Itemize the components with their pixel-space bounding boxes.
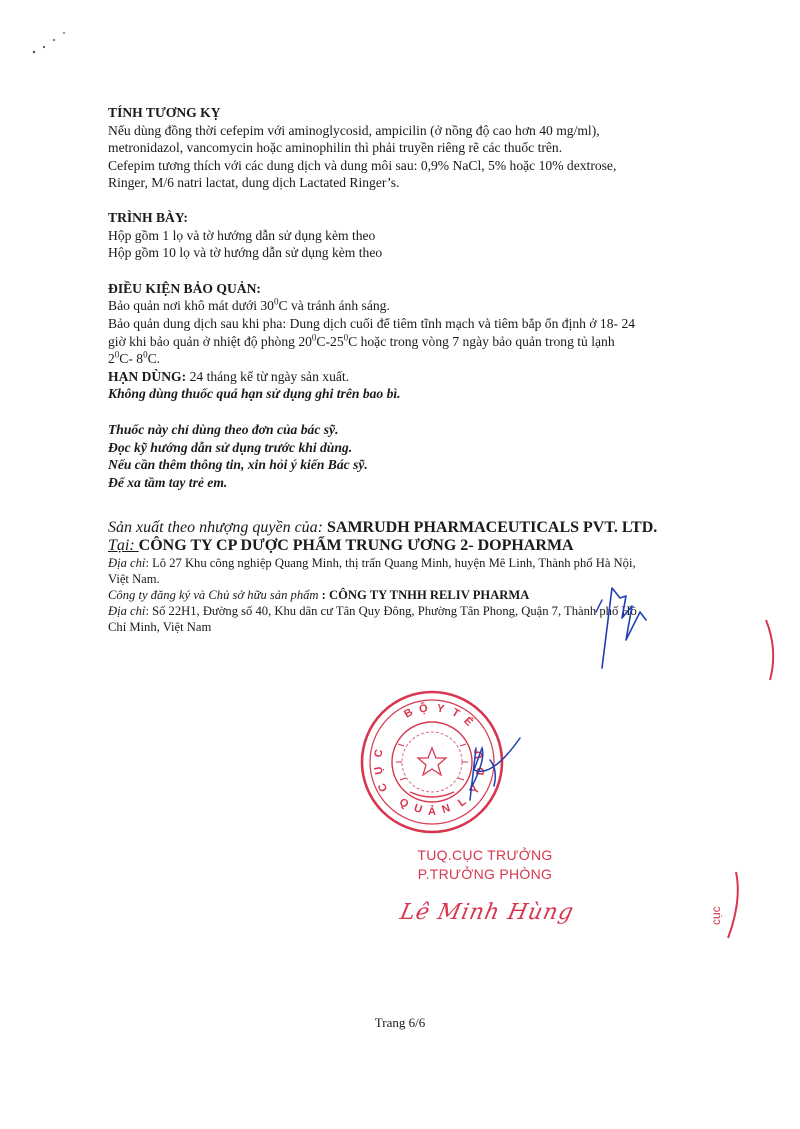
svg-text:C: C bbox=[376, 781, 391, 794]
svg-text:Ụ: Ụ bbox=[372, 765, 386, 776]
svg-text:B: B bbox=[402, 706, 415, 721]
production-address-line-2: Việt Nam. bbox=[108, 572, 160, 586]
svg-text:Ư: Ư bbox=[472, 749, 486, 760]
svg-text:N: N bbox=[440, 802, 452, 817]
svg-text:Ý: Ý bbox=[468, 783, 483, 797]
svg-text:C: C bbox=[372, 748, 386, 759]
svg-text:Y: Y bbox=[435, 702, 446, 716]
owner-address-line: Địa chỉ: Số 22H1, Đường số 40, Khu dân cư Tân Quy Đông, Phường Tân Phong, Quận 7, Thành phố Hồ bbox=[108, 604, 637, 618]
compatibility-line-4: Ringer, M/6 natri lactat, dung dịch Lactated Ringer’s. bbox=[108, 175, 400, 191]
compatibility-line-1: Nếu dùng đồng thời cefepim với aminoglycosid, ampicilin (ở nồng độ cao hơn 40 mg/ml), bbox=[108, 122, 600, 138]
storage-line-3: giờ khi bảo quản ở nhiệt độ phòng $20^0C-25^0C$ hoặc trong vòng 7 ngày bảo quản trong tủ lạnh bbox=[108, 332, 615, 349]
compatibility-line-3: Cefepim tương thích với các dung dịch và dung môi sau: 0,9% NaCl, 5% hoặc 10% dextrose, bbox=[108, 157, 617, 173]
storage-line-4: $2^0C-$ $8^0C$. bbox=[108, 349, 161, 367]
scan-specks bbox=[33, 32, 65, 53]
note-1: Thuốc này chỉ dùng theo đơn của bác sỹ. bbox=[108, 421, 339, 437]
production-site-line: Tại: CÔNG TY CP DƯỢC PHẨM TRUNG ƯƠNG 2- DOPHARMA bbox=[108, 537, 574, 554]
svg-text:L: L bbox=[456, 795, 469, 810]
owner-line: Công ty đăng ký và Chủ sở hữu sản phẩm : CÔNG TY TNHH RELIV PHARMA bbox=[108, 588, 530, 602]
storage-line-2: Bảo quản dung dịch sau khi pha: Dung dịch cuối để tiêm tĩnh mạch và tiêm bắp ổn định ở 18- 24 bbox=[108, 315, 636, 331]
presentation-line-2: Hộp gồm 10 lọ và tờ hướng dẫn sử dụng kèm theo bbox=[108, 245, 383, 261]
presentation-heading: TRÌNH BÀY: bbox=[108, 209, 188, 225]
approver-title-2: P.TRƯỞNG PHÒNG bbox=[417, 866, 553, 882]
storage-line-1: Bảo quản nơi khô mát dưới $30^0C$ và tránh ánh sáng. bbox=[108, 296, 390, 314]
owner-signature bbox=[602, 588, 646, 668]
compatibility-line-2: metronidazol, vancomycin hoặc aminophilin thì phải truyền riêng rẽ các thuốc trên. bbox=[108, 140, 563, 156]
svg-text:cục: cục bbox=[709, 906, 723, 925]
note-4: Để xa tầm tay trẻ em. bbox=[108, 474, 228, 490]
svg-text:Ả: Ả bbox=[428, 806, 436, 818]
svg-text:U: U bbox=[412, 802, 424, 817]
note-3: Nếu cần thêm thông tin, xin hỏi ý kiến Bác sỹ. bbox=[108, 457, 368, 473]
page-number: Trang 6/6 bbox=[374, 1015, 426, 1030]
storage-heading: ĐIỀU KIỆN BẢO QUẢN: bbox=[108, 280, 261, 296]
production-address-line: Địa chỉ: Lô 27 Khu công nghiệp Quang Minh, thị trấn Quang Minh, huyện Mê Linh, Thành phố Hà Nội, bbox=[108, 556, 636, 570]
expiry-warning: Không dùng thuốc quá hạn sử dụng ghi trên bao bì. bbox=[108, 386, 401, 402]
approver-title-1: TUQ.CỤC TRƯỞNG bbox=[417, 847, 553, 863]
owner-address-line-2: Chí Minh, Việt Nam bbox=[108, 620, 212, 634]
license-line: Sản xuất theo nhượng quyền của: SAMRUDH PHARMACEUTICALS PVT. LTD. bbox=[108, 519, 658, 536]
note-2: Đọc kỹ hướng dẫn sử dụng trước khi dùng. bbox=[108, 439, 353, 455]
svg-text:Q: Q bbox=[396, 796, 411, 811]
svg-text:T: T bbox=[449, 706, 462, 721]
approver-title bbox=[395, 846, 575, 884]
svg-text:D: D bbox=[474, 766, 488, 777]
shelf-life-line: HẠN DÙNG: 24 tháng kể từ ngày sản xuất. bbox=[108, 368, 350, 384]
compatibility-heading: TÍNH TƯƠNG KỴ bbox=[108, 105, 221, 120]
svg-text:Ế: Ế bbox=[461, 715, 475, 729]
shelf-life-label: HẠN DÙNG: bbox=[108, 368, 187, 384]
presentation-line-1: Hộp gồm 1 lọ và tờ hướng dẫn sử dụng kèm theo bbox=[108, 227, 376, 243]
right-edge-seal-fragment bbox=[766, 620, 773, 680]
approver-name: Lê Minh Hùng bbox=[397, 900, 577, 925]
svg-text:Ộ: Ộ bbox=[418, 702, 429, 716]
